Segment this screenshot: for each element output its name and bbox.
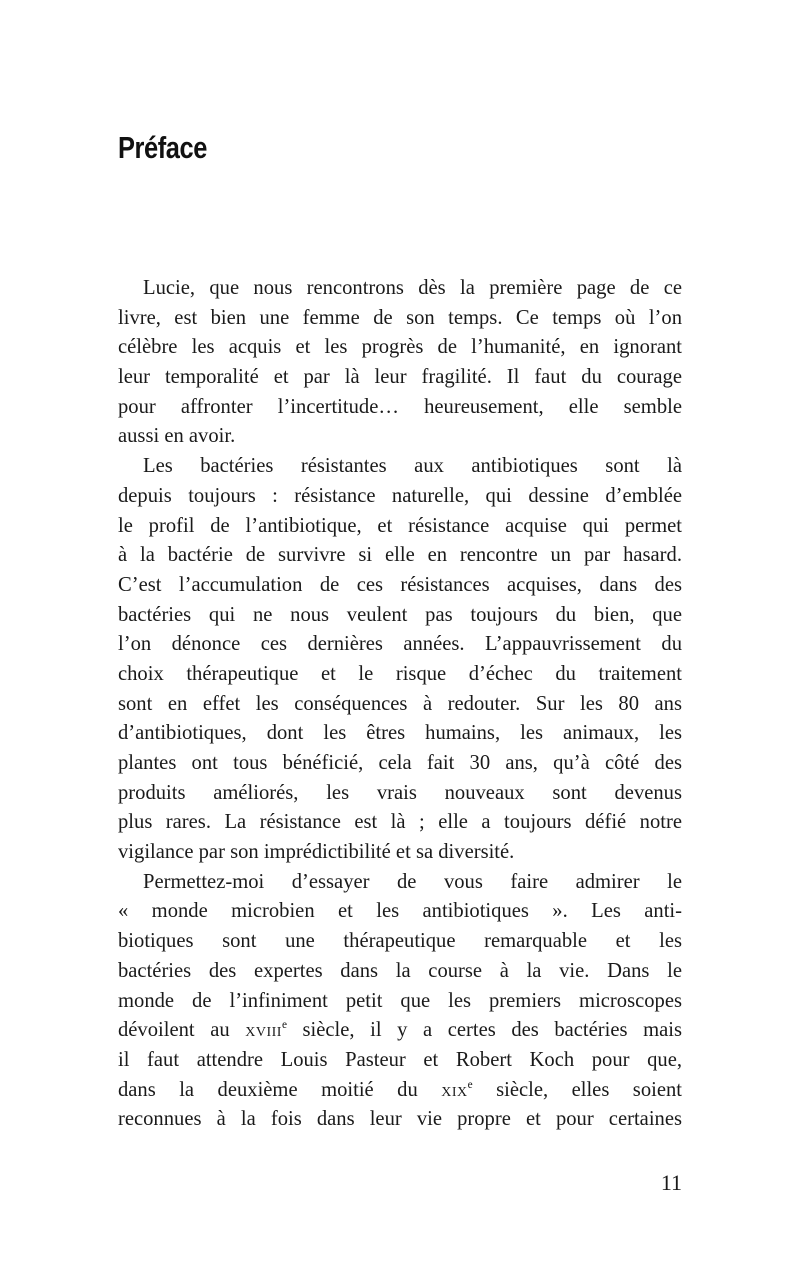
text-line <box>118 333 682 363</box>
line-text: livre, est bien une femme de son temps. Ce temps où l’on <box>118 306 682 329</box>
text-line <box>118 1076 682 1106</box>
line-text: Les bactéries résistantes aux antibiotiques sont là <box>143 455 682 478</box>
line-text: reconnues à la fois dans leur vie propre et pour certaines <box>118 1108 682 1131</box>
text-line <box>118 897 682 927</box>
text-line <box>118 660 682 690</box>
text-line <box>118 1105 682 1135</box>
text-line <box>118 690 682 720</box>
text-line <box>118 927 682 957</box>
text-line <box>118 838 682 868</box>
line-text: il faut attendre Louis Pasteur et Robert Koch pour que, <box>118 1048 682 1071</box>
line-text: leur temporalité et par là leur fragilité. Il faut du courage <box>118 366 682 389</box>
text-line <box>118 512 682 542</box>
century-numeral: xix <box>441 1078 468 1101</box>
line-text: le profil de l’antibiotique, et résistance acquise qui permet <box>118 514 682 537</box>
line-text: biotiques sont une thérapeutique remarquable et les <box>118 930 682 953</box>
line-text: l’on dénonce ces dernières années. L’appauvrissement du <box>118 633 682 656</box>
text-line <box>118 452 682 482</box>
line-text: monde de l’infiniment petit que les premiers microscopes <box>118 989 682 1012</box>
line-text: bactéries qui ne nous veulent pas toujours du bien, que <box>118 603 682 626</box>
text-line <box>118 363 682 393</box>
line-text: aussi en avoir. <box>118 425 236 448</box>
text-line <box>118 749 682 779</box>
line-text: « monde microbien et les antibiotiques ». Les anti- <box>118 900 682 923</box>
page-title: Préface <box>118 130 207 165</box>
line-text: Permettez-moi d’essayer de vous faire admirer le <box>143 870 682 893</box>
text-line <box>118 868 682 898</box>
text-line <box>118 393 682 423</box>
line-text: Lucie, que nous rencontrons dès la première page de ce <box>143 277 682 299</box>
line-text: vigilance par son imprédictibilité et sa diversité. <box>118 841 515 864</box>
line-text: depuis toujours : résistance naturelle, qui dessine d’emblée <box>118 484 682 507</box>
century-numeral: xviii <box>245 1019 282 1042</box>
text-line <box>118 482 682 512</box>
line-text: dans la deuxième moitié du <box>118 1078 442 1101</box>
line-text: C’est l’accumulation de ces résistances acquises, dans des <box>118 573 682 596</box>
line-text-continued: siècle, elles soient <box>472 1078 682 1101</box>
text-line <box>118 274 682 304</box>
text-line <box>118 957 682 987</box>
line-text: dévoilent au <box>118 1019 246 1042</box>
line-text: pour affronter l’incertitude… heureusement, elle semble <box>118 395 682 418</box>
text-line <box>118 541 682 571</box>
line-text-continued: siècle, il y a certes des bactéries mais <box>286 1019 682 1042</box>
text-line <box>118 422 682 452</box>
line-text: produits améliorés, les vrais nouveaux sont devenus <box>118 781 682 804</box>
line-text: bactéries des expertes dans la course à la vie. Dans le <box>118 959 682 982</box>
text-line <box>118 571 682 601</box>
text-line <box>118 1046 682 1076</box>
text-line <box>118 779 682 809</box>
ordinal-superscript: e <box>281 1019 287 1032</box>
text-line <box>118 630 682 660</box>
text-line <box>118 987 682 1017</box>
text-line <box>118 1016 682 1046</box>
line-text: d’antibiotiques, dont les êtres humains, les animaux, les <box>118 722 682 745</box>
text-line <box>118 304 682 334</box>
text-line <box>118 808 682 838</box>
page-number: 11 <box>660 1170 682 1195</box>
preface-body <box>118 274 682 1135</box>
line-text: plus rares. La résistance est là ; elle a toujours défié notre <box>118 811 682 834</box>
text-line <box>118 601 682 631</box>
text-line <box>118 719 682 749</box>
line-text: célèbre les acquis et les progrès de l’humanité, en ignorant <box>118 336 682 359</box>
line-text: à la bactérie de survivre si elle en rencontre un par hasard. <box>118 544 682 567</box>
ordinal-superscript: e <box>467 1078 473 1091</box>
line-text: sont en effet les conséquences à redouter. Sur les 80 ans <box>118 692 682 715</box>
line-text: plantes ont tous bénéficié, cela fait 30 ans, qu’à côté des <box>118 752 682 774</box>
line-text: choix thérapeutique et le risque d’échec du traitement <box>118 662 682 685</box>
